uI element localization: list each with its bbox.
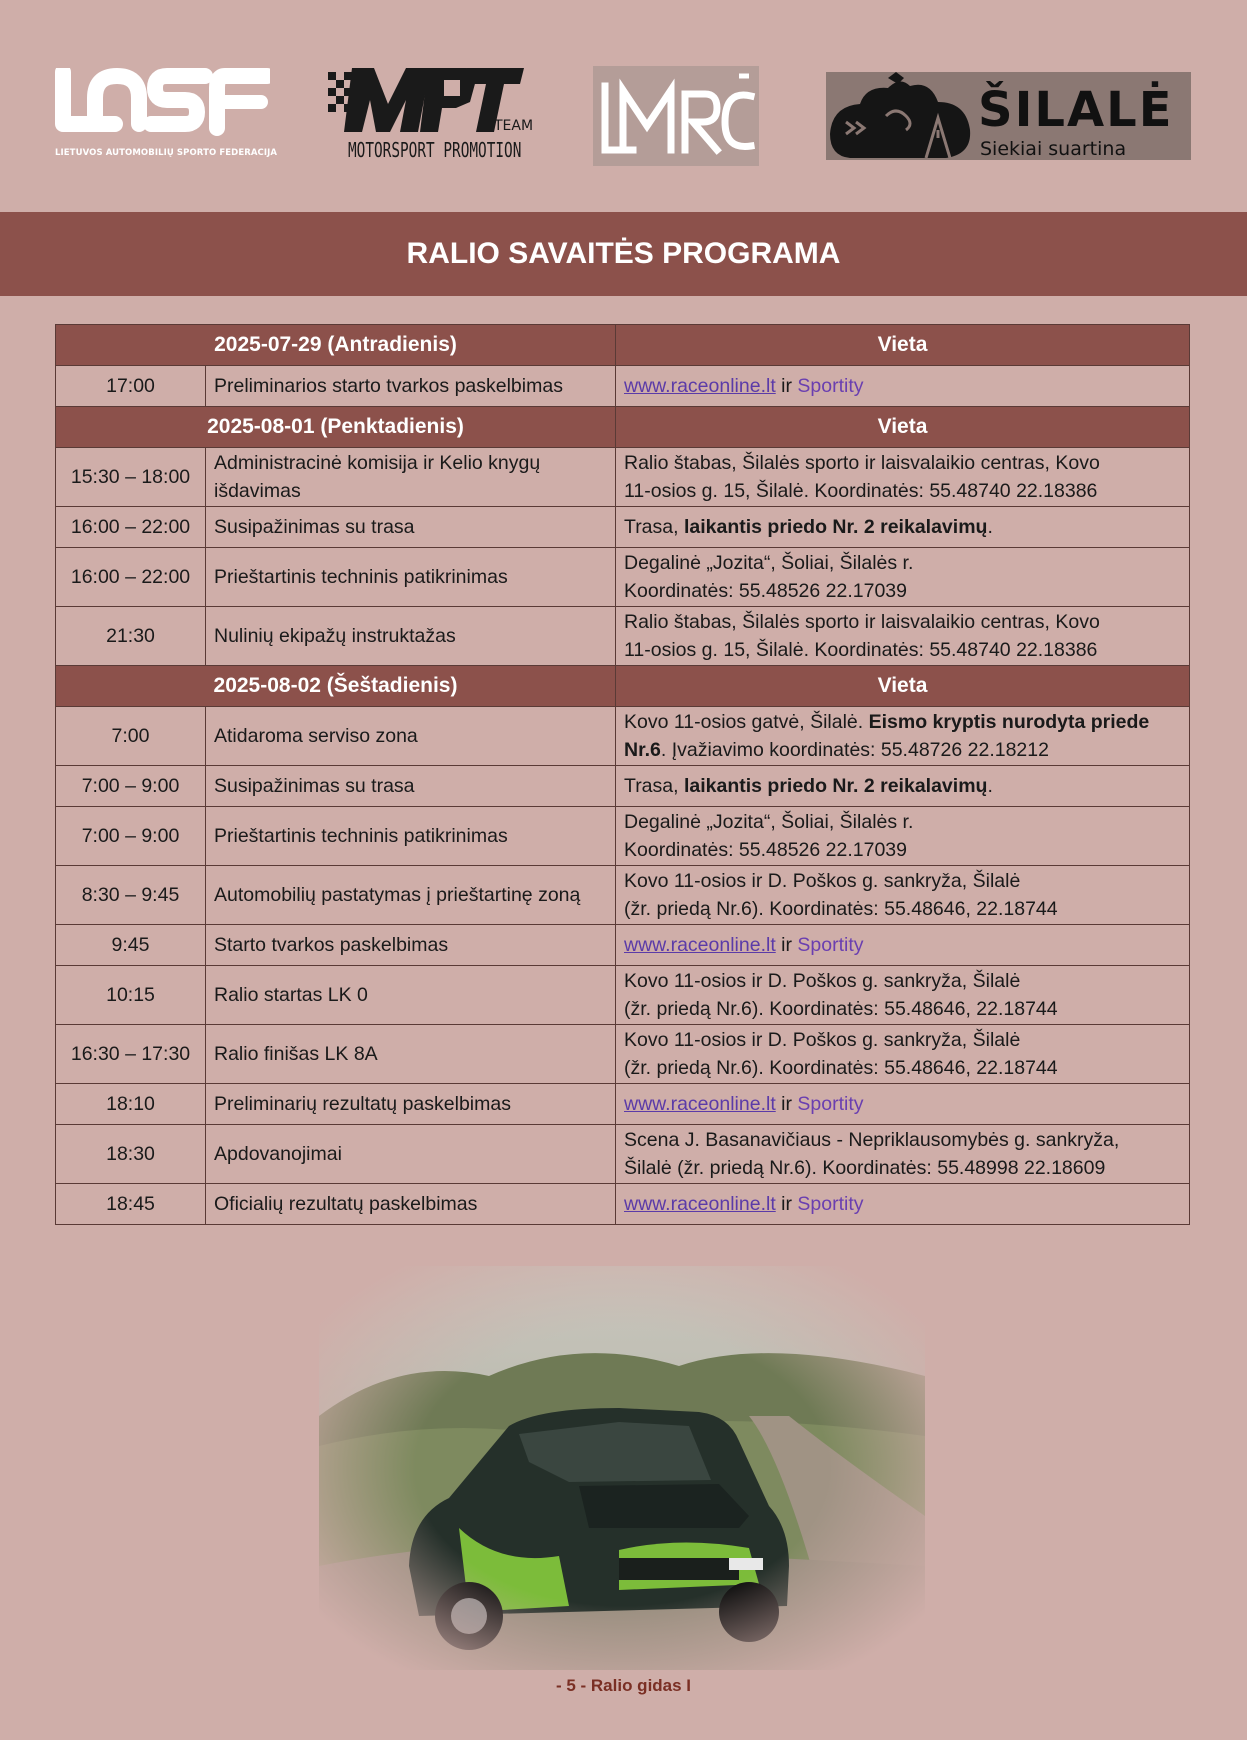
row-place xyxy=(616,1184,1190,1225)
place-line: Šilalė (žr. priedą Nr.6). Koordinatės: 55.48998 22.18609 xyxy=(624,1157,1106,1179)
row-time: 10:15 xyxy=(56,966,206,1025)
place-line: Kovo 11-osios ir D. Poškos g. sankryža, Šilalė xyxy=(624,1029,1021,1051)
row-event: Administracinė komisija ir Kelio knygų išdavimas xyxy=(206,448,616,507)
row-time: 7:00 – 9:00 xyxy=(56,766,206,807)
row-event: Atidaroma serviso zona xyxy=(206,707,616,766)
row-time: 18:10 xyxy=(56,1084,206,1125)
silale-logo xyxy=(826,72,1191,160)
table-row xyxy=(56,1125,1190,1184)
row-event: Susipažinimas su trasa xyxy=(206,766,616,807)
row-place xyxy=(616,548,1190,607)
table-row xyxy=(56,707,1190,766)
row-time: 18:30 xyxy=(56,1125,206,1184)
logo-bar xyxy=(0,0,1247,200)
place-line: Degalinė „Jozita“, Šoliai, Šilalės r. xyxy=(624,811,914,833)
and-text: ir xyxy=(775,375,798,397)
place-line: Scena J. Basanavičiaus - Nepriklausomybės g. sankryža, xyxy=(624,1129,1120,1151)
place-header: Vieta xyxy=(616,407,1190,448)
row-time: 21:30 xyxy=(56,607,206,666)
row-time: 16:00 – 22:00 xyxy=(56,507,206,548)
place-line: Koordinatės: 55.48526 22.17039 xyxy=(624,580,907,602)
row-event: Prieštartinis techninis patikrinimas xyxy=(206,807,616,866)
sportity-link[interactable]: Sportity xyxy=(797,1193,864,1215)
day-header xyxy=(56,407,1190,448)
row-time: 17:00 xyxy=(56,366,206,407)
silale-slogan: Siekiai suartina xyxy=(980,138,1127,160)
lasf-caption: LIETUVOS AUTOMOBILIŲ SPORTO FEDERACIJA xyxy=(55,148,278,158)
row-event: Oficialių rezultatų paskelbimas xyxy=(206,1184,616,1225)
page-footer: - 5 - Ralio gidas I xyxy=(555,1676,692,1695)
place-bold-text: Eismo kryptis nurodyta priede Nr.6 xyxy=(624,711,1150,761)
sportity-link[interactable]: Sportity xyxy=(797,1093,864,1115)
row-event: Ralio startas LK 0 xyxy=(206,966,616,1025)
raceonline-link[interactable]: www.raceonline.lt xyxy=(624,1093,776,1115)
row-time: 8:30 – 9:45 xyxy=(56,866,206,925)
place-header: Vieta xyxy=(616,325,1190,366)
place-text: Kovo 11-osios gatvė, Šilalė. xyxy=(624,711,869,733)
sportity-link[interactable]: Sportity xyxy=(797,375,864,397)
table-row xyxy=(56,866,1190,925)
table-row xyxy=(56,766,1190,807)
table-row xyxy=(56,807,1190,866)
table-row xyxy=(56,548,1190,607)
place-line: Degalinė „Jozita“, Šoliai, Šilalės r. xyxy=(624,552,914,574)
row-time: 15:30 – 18:00 xyxy=(56,448,206,507)
row-event: Preliminarios starto tvarkos paskelbimas xyxy=(206,366,616,407)
row-event: Prieštartinis techninis patikrinimas xyxy=(206,548,616,607)
rally-car-photo xyxy=(319,1266,925,1670)
table-row xyxy=(56,1184,1190,1225)
row-place xyxy=(616,966,1190,1025)
and-text: ir xyxy=(775,934,798,956)
mpt-caption: MOTORSPORT PROMOTION xyxy=(348,138,522,162)
day-header xyxy=(56,666,1190,707)
row-place xyxy=(616,707,1190,766)
place-text: . xyxy=(987,516,993,538)
place-bold-text: laikantis priedo Nr. 2 reikalavimų xyxy=(683,516,988,538)
place-line: (žr. priedą Nr.6). Koordinatės: 55.48646, 22.18744 xyxy=(624,898,1058,920)
place-line: Ralio štabas, Šilalės sporto ir laisvalaikio centras, Kovo xyxy=(624,452,1100,474)
row-place xyxy=(616,448,1190,507)
row-place xyxy=(616,807,1190,866)
silale-name: ŠILALĖ xyxy=(978,82,1174,138)
day-date: 2025-07-29 (Antradienis) xyxy=(56,325,616,366)
raceonline-link[interactable]: www.raceonline.lt xyxy=(624,934,776,956)
row-place xyxy=(616,766,1190,807)
row-event: Automobilių pastatymas į prieštartinę zoną xyxy=(206,866,616,925)
row-time: 9:45 xyxy=(56,925,206,966)
row-place xyxy=(616,1125,1190,1184)
lmrc-logo xyxy=(593,66,759,166)
place-header: Vieta xyxy=(616,666,1190,707)
day-header xyxy=(56,325,1190,366)
row-place xyxy=(616,866,1190,925)
place-line: Kovo 11-osios ir D. Poškos g. sankryža, Šilalė xyxy=(624,870,1021,892)
row-place xyxy=(616,925,1190,966)
day-date: 2025-08-02 (Šeštadienis) xyxy=(56,666,616,707)
table-row xyxy=(56,507,1190,548)
table-row xyxy=(56,448,1190,507)
program-table xyxy=(55,324,1190,1225)
row-event: Starto tvarkos paskelbimas xyxy=(206,925,616,966)
row-event: Apdovanojimai xyxy=(206,1125,616,1184)
place-text: . xyxy=(987,775,993,797)
row-time: 7:00 – 9:00 xyxy=(56,807,206,866)
place-text: Trasa, xyxy=(624,775,684,797)
row-time: 16:00 – 22:00 xyxy=(56,548,206,607)
place-line: (žr. priedą Nr.6). Koordinatės: 55.48646, 22.18744 xyxy=(624,998,1058,1020)
table-row xyxy=(56,925,1190,966)
place-line: 11-osios g. 15, Šilalė. Koordinatės: 55.48740 22.18386 xyxy=(624,639,1098,661)
row-event: Susipažinimas su trasa xyxy=(206,507,616,548)
mpt-logo xyxy=(326,66,534,166)
lasf-logo xyxy=(55,68,278,168)
place-line: 11-osios g. 15, Šilalė. Koordinatės: 55.48740 22.18386 xyxy=(624,480,1098,502)
row-place xyxy=(616,507,1190,548)
table-row xyxy=(56,366,1190,407)
row-time: 18:45 xyxy=(56,1184,206,1225)
row-time: 16:30 – 17:30 xyxy=(56,1025,206,1084)
place-line: Kovo 11-osios ir D. Poškos g. sankryža, Šilalė xyxy=(624,970,1021,992)
day-date: 2025-08-01 (Penktadienis) xyxy=(56,407,616,448)
place-line: Koordinatės: 55.48526 22.17039 xyxy=(624,839,907,861)
place-text: Trasa, xyxy=(624,516,684,538)
mpt-team-label: TEAM xyxy=(494,118,534,134)
row-event: Preliminarių rezultatų paskelbimas xyxy=(206,1084,616,1125)
place-bold-text: laikantis priedo Nr. 2 reikalavimų xyxy=(683,775,988,797)
row-place xyxy=(616,1025,1190,1084)
raceonline-link[interactable]: www.raceonline.lt xyxy=(624,1193,776,1215)
raceonline-link[interactable]: www.raceonline.lt xyxy=(624,375,776,397)
table-row xyxy=(56,1084,1190,1125)
and-text: ir xyxy=(775,1193,798,1215)
row-event: Nulinių ekipažų instruktažas xyxy=(206,607,616,666)
page-title: RALIO SAVAITĖS PROGRAMA xyxy=(0,212,1247,296)
place-line: Ralio štabas, Šilalės sporto ir laisvalaikio centras, Kovo xyxy=(624,611,1100,633)
row-place xyxy=(616,607,1190,666)
place-text: . Įvažiavimo koordinatės: 55.48726 22.18212 xyxy=(660,739,1049,761)
table-row xyxy=(56,1025,1190,1084)
row-place xyxy=(616,1084,1190,1125)
place-line: (žr. priedą Nr.6). Koordinatės: 55.48646, 22.18744 xyxy=(624,1057,1058,1079)
row-event: Ralio finišas LK 8A xyxy=(206,1025,616,1084)
row-place xyxy=(616,366,1190,407)
and-text: ir xyxy=(775,1093,798,1115)
row-time: 7:00 xyxy=(56,707,206,766)
table-row xyxy=(56,966,1190,1025)
sportity-link[interactable]: Sportity xyxy=(797,934,864,956)
table-row xyxy=(56,607,1190,666)
